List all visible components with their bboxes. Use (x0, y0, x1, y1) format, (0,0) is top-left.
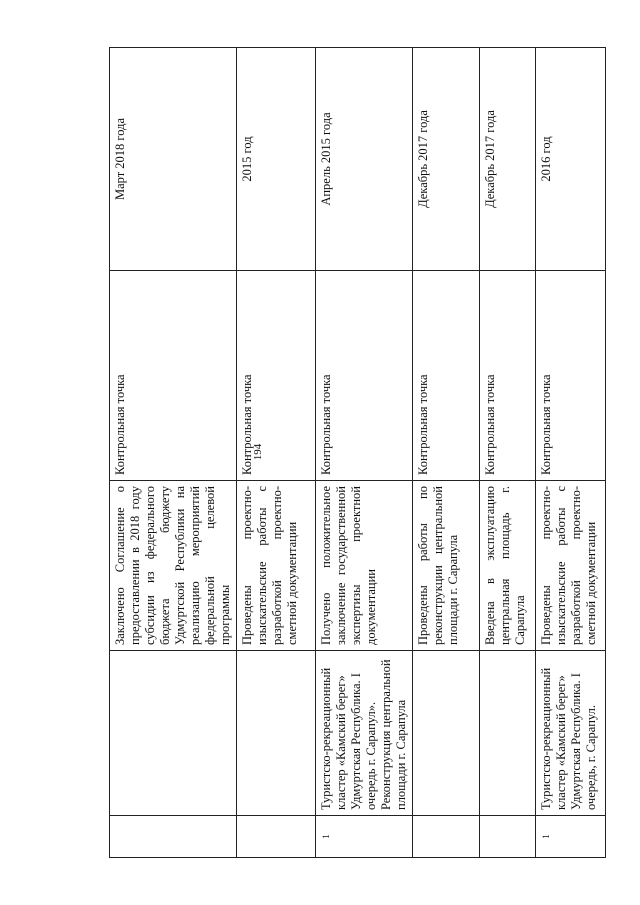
table-row (237, 48, 316, 858)
event-cell: Проведены работы по реконструкции центральной площади г. Сарапула (413, 481, 480, 651)
type-cell: Контрольная точка (237, 271, 316, 481)
table-row (413, 48, 480, 858)
date-cell: Март 2018 года (110, 48, 237, 271)
page-number: 194 (252, 443, 264, 461)
type-cell: Контрольная точка (316, 271, 413, 481)
table-row (110, 48, 237, 858)
date-cell: Декабрь 2017 года (413, 48, 480, 271)
type-cell: Контрольная точка (413, 271, 480, 481)
date-cell: 2015 год (237, 48, 316, 271)
date-cell: Апрель 2015 года (316, 48, 413, 271)
table-row (316, 48, 413, 858)
object-cell (413, 651, 480, 816)
type-cell: Контрольная точка (480, 271, 536, 481)
type-cell: Контрольная точка (536, 271, 606, 481)
object-cell: Туристско-рекреационный кластер «Камский берег» Удмуртская Республика. I очередь г. Сарапул». Реконструкция центральной площади г. Сарапула (316, 651, 413, 816)
row-number-cell: 1 (536, 816, 606, 858)
control-points-table (109, 47, 606, 858)
table-row (480, 48, 536, 858)
row-number-cell (237, 816, 316, 858)
row-number-cell (110, 816, 237, 858)
date-cell: 2016 год (536, 48, 606, 271)
table-row (536, 48, 606, 858)
event-cell: Проведены проектно-изыскательские работы с разработкой проектно-сметной документации (237, 481, 316, 651)
event-cell: Получено положительное заключение государственной экспертизы проектной документации (316, 481, 413, 651)
rotated-table-wrapper (109, 48, 598, 858)
row-number-cell: 1 (316, 816, 413, 858)
row-number-cell (413, 816, 480, 858)
date-cell: Декабрь 2017 года (480, 48, 536, 271)
row-number-cell (480, 816, 536, 858)
event-cell: Проведены проектно-изыскательские работы с разработкой проектно-сметной документации (536, 481, 606, 651)
event-cell: Введена в эксплуатацию центральная площадь г. Сарапула (480, 481, 536, 651)
object-cell (237, 651, 316, 816)
object-cell: Туристско-рекреационный кластер «Камский берег» Удмуртская Республика. I очередь, г. Сарапул. (536, 651, 606, 816)
event-cell: Заключено Соглашение о предоставлении в 2018 году субсидии из федерального бюджета бюджету Удмуртской Республики на реализацию мероприятий федеральной целевой программы (110, 481, 237, 651)
object-cell (480, 651, 536, 816)
object-cell (110, 651, 237, 816)
type-cell: Контрольная точка (110, 271, 237, 481)
